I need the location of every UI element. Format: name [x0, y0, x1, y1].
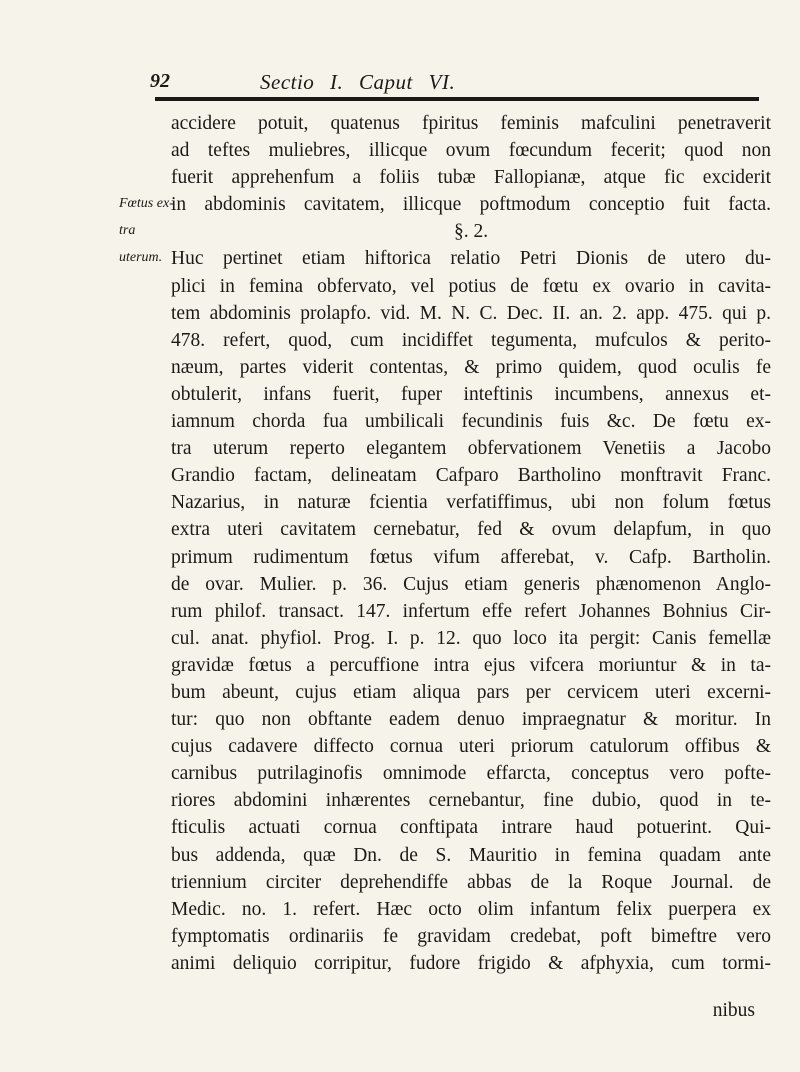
text-line: iamnum chorda fua umbilicali fecundinis fuis &c. De fœtu ex- [171, 411, 771, 433]
text-line: primum rudimentum fœtus vifum afferebat, v. Cafp. Bartholin. [171, 546, 771, 568]
body-text [171, 110, 771, 977]
text-line: fuerit apprehenfum a foliis tubæ Fallopianæ, atque fic exciderit [171, 167, 771, 189]
text-line: Huc pertinet etiam hiftorica relatio Petri Dionis de utero du- [171, 248, 771, 270]
text-line: tur: quo non obftante eadem denuo impraegnatur & moritur. In [171, 709, 771, 731]
text-line: Nazarius, in naturæ fcientia verfatiffimus, ubi non folum fœtus [171, 492, 771, 514]
page-number: 92 [150, 70, 170, 92]
text-line: obtulerit, infans fuerit, fuper inteftinis incumbens, annexus et- [171, 383, 771, 405]
text-line: rum philof. transact. 147. infertum effe refert Johannes Bohnius Cir- [171, 600, 771, 622]
text-line: Grandio factam, delineatam Cafparo Bartholino monftravit Franc. [171, 465, 771, 487]
section-title: Sectio I. Caput VI. [260, 70, 456, 94]
catch-word: nibus [712, 1000, 755, 1021]
text-line: ad teftes muliebres, illicque ovum fœcundum fecerit; quod non [171, 140, 771, 162]
text-line: næum, partes viderit contentas, & primo quidem, quod oculis fe [171, 356, 771, 378]
text-line: de ovar. Mulier. p. 36. Cujus etiam generis phænomenon Anglo- [171, 573, 771, 595]
text-line: bum abeunt, cujus etiam aliqua pars per cervicem uteri excerni- [171, 681, 771, 703]
text-line: fymptomatis ordinariis fe gravidam credebat, poft bimeftre vero [171, 925, 771, 947]
text-line: plici in femina obfervato, vel potius de fœtu ex ovario in cavita- [171, 275, 771, 297]
text-line: cujus cadavere diffecto cornua uteri priorum catulorum offibus & [171, 736, 771, 758]
text-line: carnibus putrilaginofis omnimode effarcta, conceptus vero pofte- [171, 763, 771, 785]
margin-note-line: tra uterum. [119, 223, 163, 265]
text-line: gravidæ fœtus a percuffione intra ejus vifcera moriuntur & in ta- [171, 654, 771, 676]
margin-note [119, 190, 175, 271]
header-rule [155, 97, 759, 101]
text-line: accidere potuit, quatenus fpiritus feminis mafculini penetraverit [171, 113, 771, 134]
text-line: bus addenda, quæ Dn. de S. Mauritio in femina quadam ante [171, 844, 771, 866]
text-line: riores abdomini inhærentes cernebantur, fine dubio, quod in te- [171, 790, 771, 812]
text-line: cul. anat. phyfiol. Prog. I. p. 12. quo loco ita pergit: Canis femellæ [171, 627, 771, 649]
text-line: fticulis actuati cornua conftipata intrare haud potuerint. Qui- [171, 817, 771, 839]
text-line: tem abdominis prolapfo. vid. M. N. C. Dec. II. an. 2. app. 475. qui p. [171, 302, 771, 324]
margin-note-line: Fœtus ex- [119, 196, 174, 211]
text-line: Medic. no. 1. refert. Hæc octo olim infantum felix puerpera ex [171, 898, 771, 920]
paragraph-number: §. 2. [453, 221, 489, 243]
text-line: extra uteri cavitatem cernebatur, fed & ovum delapfum, in quo [171, 519, 771, 541]
text-line: tra uterum reperto elegantem obfervationem Venetiis a Jacobo [171, 438, 771, 460]
text-line: animi deliquio corripitur, fudore frigido & afphyxia, cum tormi- [171, 952, 771, 974]
running-head [150, 70, 800, 100]
text-line: 478. refert, quod, cum incidiffet tegumenta, mufculos & perito- [171, 329, 771, 351]
text-line: in abdominis cavitatem, illicque poftmodum conceptio fuit facta. [171, 194, 771, 216]
text-line: triennium circiter deprehendiffe abbas de la Roque Journal. de [171, 871, 771, 893]
